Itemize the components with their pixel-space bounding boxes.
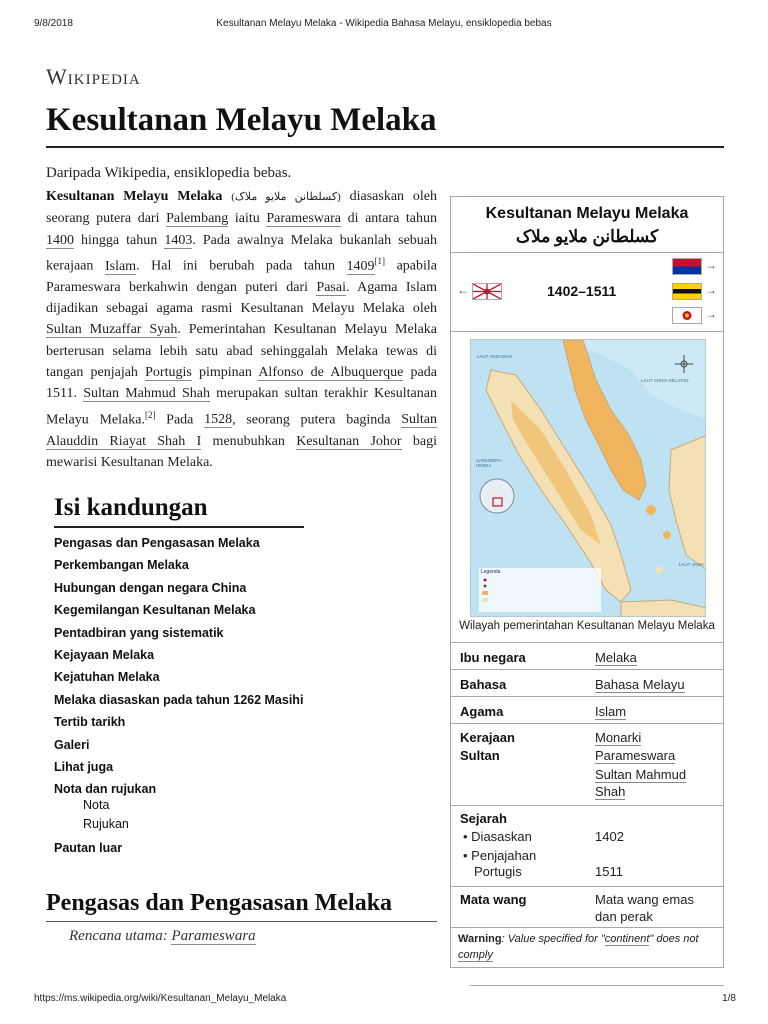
map-label-sea: SAMUDERA HINDIA (476, 458, 502, 468)
intro-bold-name: Kesultanan Melayu Melaka (46, 189, 223, 204)
toc-item[interactable]: Kegemilangan Kesultanan Melaka (54, 603, 256, 618)
print-date: 9/8/2018 (34, 18, 73, 29)
intro-text: . Agama Islam dijadikan sebagai agama rasmi Kesultanan Melayu Melaka oleh (46, 279, 437, 317)
history-value: 1402 (595, 829, 624, 844)
predecessor-flag[interactable] (472, 283, 502, 300)
toc-list (54, 535, 303, 863)
infobox-divider (451, 252, 723, 253)
infobox-row-history (451, 811, 723, 883)
page-title: Kesultanan Melayu Melaka (46, 102, 437, 138)
intro-text: Pada (155, 412, 205, 428)
intro-text: hingga tahun (74, 232, 165, 248)
warning-text: : Value specified for " (501, 933, 605, 945)
intro-arabic: (کسلطانن ملايو ملاک) (231, 191, 341, 203)
history-item: • Diasaskan (463, 829, 532, 844)
toc-item[interactable]: Tertib tarikh (54, 715, 126, 730)
link-parameswara[interactable]: Parameswara (266, 211, 342, 227)
map-legend-title: Legenda (481, 569, 501, 575)
toc-item[interactable]: Kejatuhan Melaka (54, 670, 160, 685)
intro-text: pimpinan (191, 365, 259, 381)
intro-paragraph (46, 186, 437, 473)
row-label: Agama (460, 704, 504, 719)
warning-text: " does not (649, 933, 699, 945)
row-label: Kerajaan (460, 730, 515, 745)
intro-text: . Hal ini berubah pada tahun (136, 258, 347, 274)
infobox-divider (451, 723, 723, 724)
toc-item[interactable]: Melaka diasaskan pada tahun 1262 Masihi (54, 692, 304, 707)
toc-subitem[interactable]: Rujukan (83, 817, 129, 832)
row-value-link[interactable]: Parameswara (595, 748, 676, 763)
infobox (450, 196, 724, 968)
infobox-row-currency (451, 892, 723, 926)
wikipedia-wordmark[interactable]: Wikipedia (46, 64, 141, 89)
row-value-link[interactable]: Shah (595, 784, 626, 799)
infobox-title: Kesultanan Melayu Melaka (485, 205, 689, 222)
link-1528[interactable]: 1528 (204, 412, 233, 428)
toc-item[interactable]: Galeri (54, 737, 90, 752)
currency-value: dan perak (595, 909, 653, 924)
row-label: Ibu negara (460, 650, 526, 665)
section-divider (46, 921, 437, 922)
toc-item[interactable]: Lihat juga (54, 759, 114, 774)
intro-text: . Pada awalnya Melaka bukanlah sebuah kerajaan (46, 232, 437, 274)
link-hatnote-parameswara[interactable]: Parameswara (171, 928, 256, 944)
intro-text: . Pemerintahan Kesultanan Melayu Melaka berterusan selama lebih satu abad sehinggalah Melaka tewas di tangan penjajah (46, 322, 437, 381)
row-label: Mata wang (460, 892, 527, 907)
left-arrow-icon[interactable]: ← (457, 283, 469, 297)
successor-flag-1[interactable] (672, 258, 702, 275)
next-box-edge (470, 985, 724, 986)
successor-flag-3[interactable] (672, 307, 702, 324)
link-continent[interactable]: continent (604, 933, 650, 945)
section-heading: Pengasas dan Pengasasan Melaka (46, 890, 393, 916)
ref-2[interactable]: [2] (144, 409, 156, 420)
link-pasai[interactable]: Pasai (316, 279, 346, 295)
link-portugis[interactable]: Portugis (145, 365, 192, 381)
intro-text: bagi mewarisi Kesultanan Melaka. (46, 433, 438, 470)
intro-text: pada 1511. (46, 365, 437, 402)
toc-item[interactable]: Pengasas dan Pengasasan Melaka (54, 536, 260, 550)
intro-text: di antara tahun (341, 211, 437, 227)
emblem-icon (673, 308, 701, 323)
toc-title: Isi kandungan (54, 494, 208, 521)
toc-divider (54, 526, 304, 528)
toc-item[interactable]: Pautan luar (54, 841, 123, 856)
hatnote (69, 928, 256, 945)
link-mahmud[interactable]: Sultan Mahmud Shah (83, 386, 210, 402)
row-value-link[interactable]: Monarki (595, 730, 642, 745)
toc-item[interactable]: Kejayaan Melaka (54, 647, 155, 662)
link-1403[interactable]: 1403 (164, 232, 193, 248)
infobox-divider (451, 927, 723, 928)
currency-value: Mata wang emas (595, 892, 694, 907)
map-label-sea: LAUT ANDAMAN (477, 354, 512, 359)
intro-text: diasaskan oleh seorang putera dari (46, 189, 438, 227)
row-label: Sejarah (460, 811, 507, 826)
link-alauddin[interactable]: Sultan Alauddin Riayat Shah I (46, 412, 437, 449)
print-url: https://ms.wikipedia.org/wiki/Kesultanan_Melayu_Melaka (34, 993, 287, 1004)
infobox-divider (451, 886, 723, 887)
row-value-link[interactable]: Islam (595, 704, 627, 719)
title-divider (46, 146, 724, 148)
right-arrow-icon[interactable]: → (705, 307, 717, 321)
link-comply[interactable]: comply (458, 949, 493, 961)
toc-item[interactable]: Nota dan rujukan (54, 782, 157, 797)
toc-item[interactable]: Hubungan dengan negara China (54, 580, 247, 595)
link-muzaffar[interactable]: Sultan Muzaffar Syah (46, 322, 178, 338)
intro-text: iaitu (228, 211, 267, 227)
hatnote-prefix: Rencana utama: (69, 928, 172, 944)
territory-map[interactable] (470, 339, 706, 617)
infobox-divider (451, 642, 723, 643)
history-item: • Penjajahan (463, 848, 537, 863)
right-arrow-icon[interactable]: → (705, 283, 717, 297)
intro-text: merupakan sultan terakhir Kesultanan Melayu Melaka. (46, 386, 437, 428)
intro-text: , seorang putera baginda (232, 412, 402, 428)
ref-1[interactable]: [1] (374, 255, 386, 266)
warning-label: Warning (458, 933, 502, 945)
link-1409[interactable]: 1409 (346, 258, 375, 274)
history-value: 1511 (595, 864, 623, 879)
row-value-link[interactable]: Sultan Mahmud (595, 767, 687, 782)
print-page-number: 1/8 (722, 993, 736, 1004)
toc-subitem[interactable]: Nota (83, 798, 110, 813)
infobox-arabic-title: کسلطانن ملايو ملاک (515, 227, 659, 246)
link-palembang[interactable]: Palembang (166, 211, 229, 227)
history-item: Portugis (474, 864, 522, 879)
infobox-divider (451, 669, 723, 670)
intro-text: menubuhkan (201, 433, 297, 449)
row-value-link[interactable]: Melaka (595, 650, 637, 665)
infobox-warning (458, 931, 720, 963)
tagline: Daripada Wikipedia, ensiklopedia bebas. (46, 165, 292, 181)
toc-item[interactable]: Perkembangan Melaka (54, 558, 189, 573)
row-label: Bahasa (460, 677, 507, 692)
sun-flag-icon (473, 284, 501, 299)
toc-item[interactable]: Pentadbiran yang sistematik (54, 625, 224, 640)
successor-flag-2[interactable] (672, 283, 702, 300)
infobox-divider (451, 805, 723, 806)
link-alfonso[interactable]: Alfonso de Albuquerque (258, 365, 404, 381)
link-1400[interactable]: 1400 (46, 232, 74, 248)
map-caption: Wilayah pemerintahan Kesultanan Melayu Melaka (459, 620, 715, 632)
print-title: Kesultanan Melayu Melaka - Wikipedia Bahasa Melayu, ensiklopedia bebas (216, 18, 552, 29)
right-arrow-icon[interactable]: → (705, 258, 717, 272)
map-label-sea: LAUT JAWA (679, 562, 704, 567)
map-label-sea: LAUT CHINA SELATAN (641, 378, 689, 383)
row-value-link[interactable]: Bahasa Melayu (595, 677, 685, 692)
intro-text: apabila Parameswara berkahwin dengan puteri dari (46, 258, 437, 295)
row-label: Sultan (460, 748, 500, 763)
infobox-years: 1402–1511 (547, 283, 617, 299)
infobox-row-government (451, 730, 723, 802)
link-johor[interactable]: Kesultanan Johor (296, 433, 402, 449)
infobox-divider (451, 331, 723, 332)
infobox-divider (451, 696, 723, 697)
link-islam[interactable]: Islam (104, 258, 137, 274)
